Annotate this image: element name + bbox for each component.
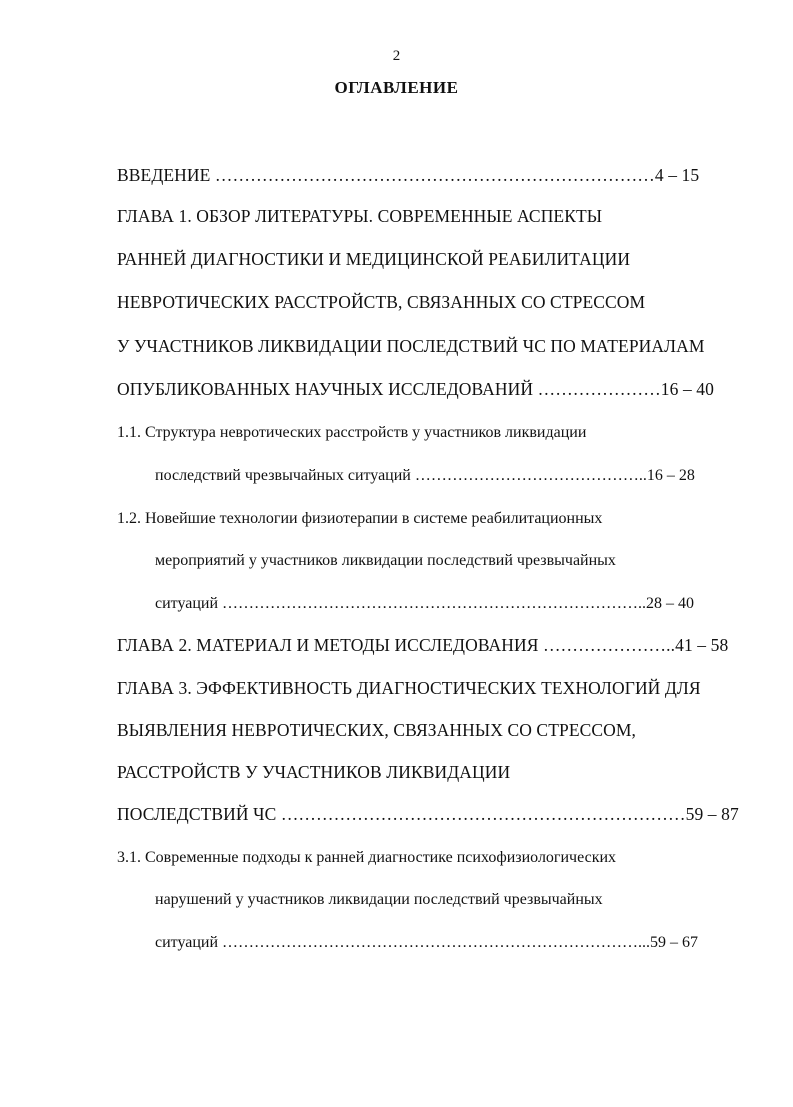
- toc-title: ОГЛАВЛЕНИЕ: [334, 78, 459, 97]
- toc-entry-chapter-1-line-3[interactable]: НЕВРОТИЧЕСКИХ РАССТРОЙСТВ, СВЯЗАННЫХ СО СТРЕССОМ: [117, 292, 646, 312]
- toc-entry-chapter-3-line-3[interactable]: РАССТРОЙСТВ У УЧАСТНИКОВ ЛИКВИДАЦИИ: [117, 762, 511, 782]
- toc-entry-section-3-1-line-2[interactable]: нарушений у участников ликвидации последствий чрезвычайных: [155, 891, 603, 908]
- toc-entry-chapter-1-line-5[interactable]: ОПУБЛИКОВАННЫХ НАУЧНЫХ ИССЛЕДОВАНИЙ …………………16 – 40: [117, 379, 715, 399]
- toc-entry-section-3-1-line-3[interactable]: ситуаций ……………………………………………………………………...59 – 67: [155, 934, 699, 951]
- toc-entry-chapter-3-line-2[interactable]: ВЫЯВЛЕНИЯ НЕВРОТИЧЕСКИХ, СВЯЗАННЫХ СО СТРЕССОМ,: [117, 720, 637, 740]
- toc-entry-section-1-2-line-3[interactable]: ситуаций ……………………………………………………………………..28 – 40: [155, 595, 695, 612]
- toc-entry-introduction[interactable]: ВВЕДЕНИЕ …………………………………………………………………4 – 15: [117, 165, 700, 185]
- toc-entry-section-1-2-line-1[interactable]: 1.2. Новейшие технологии физиотерапии в системе реабилитационных: [117, 510, 603, 527]
- toc-entry-chapter-3-line-1[interactable]: ГЛАВА 3. ЭФФЕКТИВНОСТЬ ДИАГНОСТИЧЕСКИХ ТЕХНОЛОГИЙ ДЛЯ: [117, 678, 701, 698]
- toc-entry-chapter-1-line-4[interactable]: У УЧАСТНИКОВ ЛИКВИДАЦИИ ПОСЛЕДСТВИЙ ЧС ПО МАТЕРИАЛАМ: [117, 336, 705, 356]
- toc-entry-chapter-1-line-1[interactable]: ГЛАВА 1. ОБЗОР ЛИТЕРАТУРЫ. СОВРЕМЕННЫЕ АСПЕКТЫ: [117, 206, 603, 226]
- toc-entry-chapter-1-line-2[interactable]: РАННЕЙ ДИАГНОСТИКИ И МЕДИЦИНСКОЙ РЕАБИЛИТАЦИИ: [117, 249, 631, 269]
- page-number: 2: [392, 48, 401, 64]
- toc-entry-chapter-2[interactable]: ГЛАВА 2. МАТЕРИАЛ И МЕТОДЫ ИССЛЕДОВАНИЯ …………………..41 – 58: [117, 635, 729, 655]
- toc-entry-chapter-3-line-4[interactable]: ПОСЛЕДСТВИЙ ЧС ……………………………………………………………59 – 87: [117, 804, 739, 824]
- toc-entry-section-1-2-line-2[interactable]: мероприятий у участников ликвидации последствий чрезвычайных: [155, 552, 616, 569]
- toc-entry-section-1-1-line-2[interactable]: последствий чрезвычайных ситуаций ……………………………………..16 – 28: [155, 467, 695, 484]
- toc-entry-section-3-1-line-1[interactable]: 3.1. Современные подходы к ранней диагностике психофизиологических: [117, 849, 617, 866]
- toc-entry-section-1-1-line-1[interactable]: 1.1. Структура невротических расстройств у участников ликвидации: [117, 424, 587, 441]
